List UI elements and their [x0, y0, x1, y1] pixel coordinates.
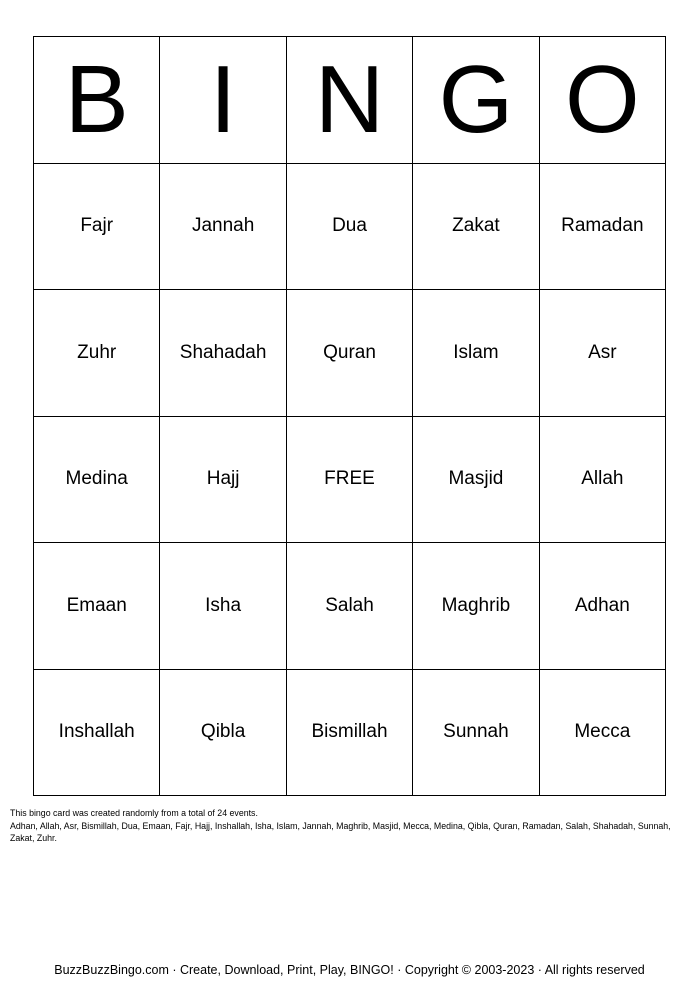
bingo-cell: Zuhr — [34, 290, 160, 417]
bingo-row — [34, 670, 666, 797]
header-letter-g: G — [413, 37, 539, 164]
bingo-cell: Emaan — [34, 543, 160, 670]
bingo-cell: Inshallah — [34, 670, 160, 797]
bingo-cell: Asr — [540, 290, 666, 417]
header-letter-o: O — [540, 37, 666, 164]
free-space-cell: FREE — [287, 417, 413, 544]
header-letter-n: N — [287, 37, 413, 164]
bingo-cell: Ramadan — [540, 164, 666, 291]
bingo-header-row — [34, 37, 666, 164]
header-letter-b: B — [34, 37, 160, 164]
bingo-cell: Allah — [540, 417, 666, 544]
bingo-cell: Dua — [287, 164, 413, 291]
bingo-row — [34, 543, 666, 670]
bingo-card — [33, 36, 666, 796]
card-description — [10, 807, 694, 845]
bingo-cell: Quran — [287, 290, 413, 417]
bingo-row — [34, 164, 666, 291]
bingo-row — [34, 290, 666, 417]
bingo-cell: Hajj — [160, 417, 286, 544]
bingo-cell: Masjid — [413, 417, 539, 544]
bingo-cell: Jannah — [160, 164, 286, 291]
bingo-cell: Bismillah — [287, 670, 413, 797]
bingo-cell: Zakat — [413, 164, 539, 291]
bingo-row — [34, 417, 666, 544]
bingo-cell: Sunnah — [413, 670, 539, 797]
event-list: Adhan, Allah, Asr, Bismillah, Dua, Emaan, Fajr, Hajj, Inshallah, Isha, Islam, Jannah, Maghrib, Masjid, Mecca, Medina, Qibla, Quran, Ramadan, Salah, Shahadah, Sunnah, Zakat, Zuhr. — [10, 820, 671, 843]
header-letter-i: I — [160, 37, 286, 164]
bingo-cell: Maghrib — [413, 543, 539, 670]
bingo-cell: Salah — [287, 543, 413, 670]
bingo-cell: Mecca — [540, 670, 666, 797]
page-footer: BuzzBuzzBingo.com · Create, Download, Print, Play, BINGO! · Copyright © 2003-2023 · All rights reserved — [54, 963, 645, 977]
bingo-cell: Islam — [413, 290, 539, 417]
bingo-cell: Shahadah — [160, 290, 286, 417]
bingo-cell: Fajr — [34, 164, 160, 291]
card-description-intro: This bingo card was created randomly from a total of 24 events. — [10, 808, 258, 818]
bingo-cell: Adhan — [540, 543, 666, 670]
bingo-cell: Isha — [160, 543, 286, 670]
bingo-cell: Qibla — [160, 670, 286, 797]
bingo-cell: Medina — [34, 417, 160, 544]
